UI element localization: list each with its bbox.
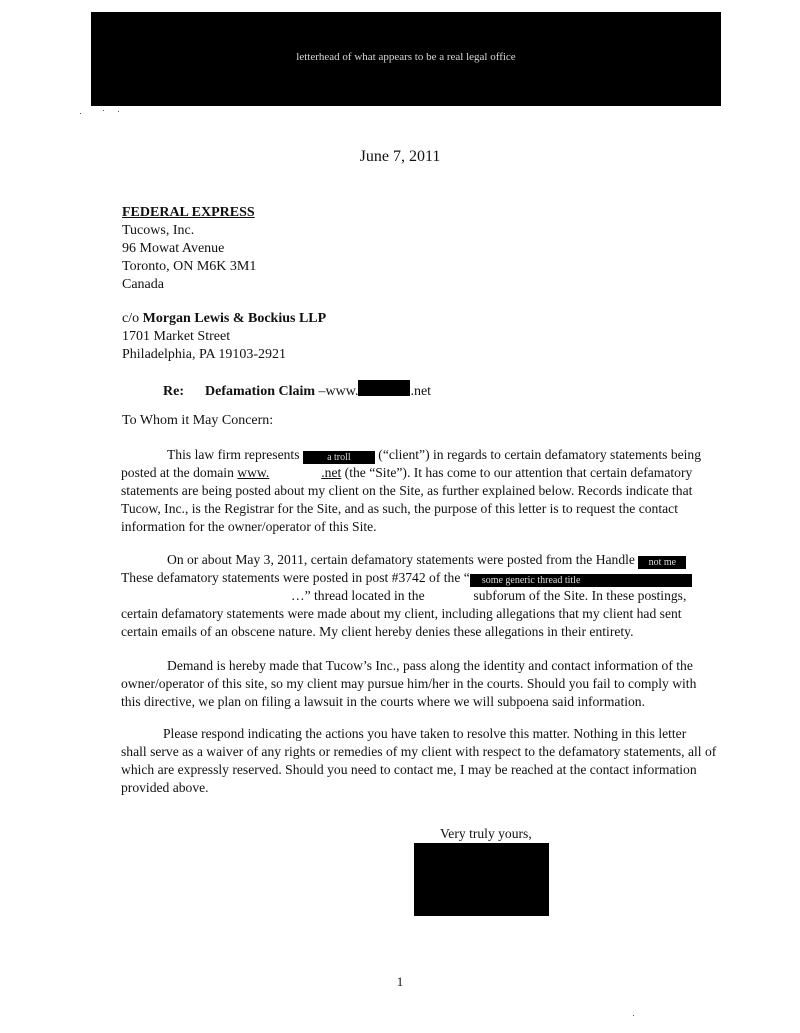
care-of-line: 1701 Market Street xyxy=(122,329,231,344)
letterhead-caption: letterhead of what appears to be a real legal office xyxy=(296,51,516,63)
recipient-line: Toronto, ON M6K 3M1 xyxy=(122,259,257,274)
care-of-firm: Morgan Lewis & Bockius LLP xyxy=(142,311,327,326)
p1-text: posted at the domain xyxy=(121,465,238,480)
delivery-method: FEDERAL EXPRESS xyxy=(122,205,255,220)
re-title: Defamation Claim xyxy=(205,384,316,399)
paragraph-3 xyxy=(121,657,697,711)
p4-text: shall serve as a waiver of any rights or remedies of my client with respect to the defamatory statements, all of xyxy=(121,744,717,759)
care-of-prefix: c/o xyxy=(122,311,143,326)
p1-text: statements are being posted about my client on the Site, as further explained below. Records indicate that xyxy=(121,483,693,498)
re-line xyxy=(163,380,431,400)
page-number: 1 xyxy=(396,974,404,989)
p3-text: owner/operator of this site, so my client may pursue him/her in the courts. Should you fail to comply with xyxy=(121,676,697,691)
care-of-line: Philadelphia, PA 19103-2921 xyxy=(122,347,286,362)
signature-redaction xyxy=(414,843,549,916)
re-domain-prefix: –www. xyxy=(315,384,359,399)
p1-text: (the “Site”). It has come to our attention that certain defamatory xyxy=(341,465,693,480)
client-redaction: a troll xyxy=(303,451,375,464)
salutation: To Whom it May Concern: xyxy=(122,413,274,428)
p2-text: certain emails of an obscene nature. My client hereby denies these allegations in their entirety. xyxy=(121,624,634,639)
p2-text: These defamatory statements were posted in post #3742 of the “ xyxy=(121,570,470,585)
re-domain-suffix: .net xyxy=(410,384,432,399)
recipient-line: Tucows, Inc. xyxy=(122,223,195,238)
letterhead-redaction xyxy=(91,12,721,106)
recipient-address xyxy=(122,204,256,294)
p3-text: this directive, we plan on filing a lawsuit in the courts where we will subpoena said information. xyxy=(121,694,645,709)
recipient-line: Canada xyxy=(122,277,164,292)
thread-title-redaction: some generic thread title xyxy=(470,574,692,587)
handle-redaction: not me xyxy=(638,556,686,569)
p2-text: On or about May 3, 2011, certain defamatory statements were posted from the Handle xyxy=(167,552,639,567)
p2-text: certain defamatory statements were made about my client, including allegations that my client had sent xyxy=(121,606,682,621)
re-label: Re: xyxy=(163,384,184,399)
recipient-line: 96 Mowat Avenue xyxy=(122,241,225,256)
domain-redaction xyxy=(358,380,410,396)
p4-text: which are expressly reserved. Should you need to contact me, I may be reached at the contact information xyxy=(121,762,697,777)
p4-text: Please respond indicating the actions you have taken to resolve this matter. Nothing in this letter xyxy=(163,726,687,741)
paragraph-1 xyxy=(121,446,702,536)
p1-text: Tucow, Inc., is the Registrar for the Site, and as such, the purpose of this letter is to request the contact xyxy=(121,501,678,516)
p3-text: Demand is hereby made that Tucow’s Inc., pass along the identity and contact information of the xyxy=(167,658,693,673)
p4-text: provided above. xyxy=(121,780,209,795)
p1-text: (“client”) in regards to certain defamatory statements being xyxy=(374,447,702,462)
p1-text: This law firm represents xyxy=(167,447,303,462)
p2-text: …” thread located in the xyxy=(291,588,429,603)
paragraph-4 xyxy=(121,725,717,797)
closing: Very truly yours, xyxy=(440,826,532,841)
p2-text: subforum of the Site. In these postings, xyxy=(470,588,687,603)
care-of-address xyxy=(122,310,326,364)
p1-text: information for the owner/operator of this Site. xyxy=(121,519,377,534)
paragraph-2 xyxy=(121,551,687,641)
letter-date: June 7, 2011 xyxy=(359,148,441,165)
site-link: www. .net xyxy=(237,465,342,480)
